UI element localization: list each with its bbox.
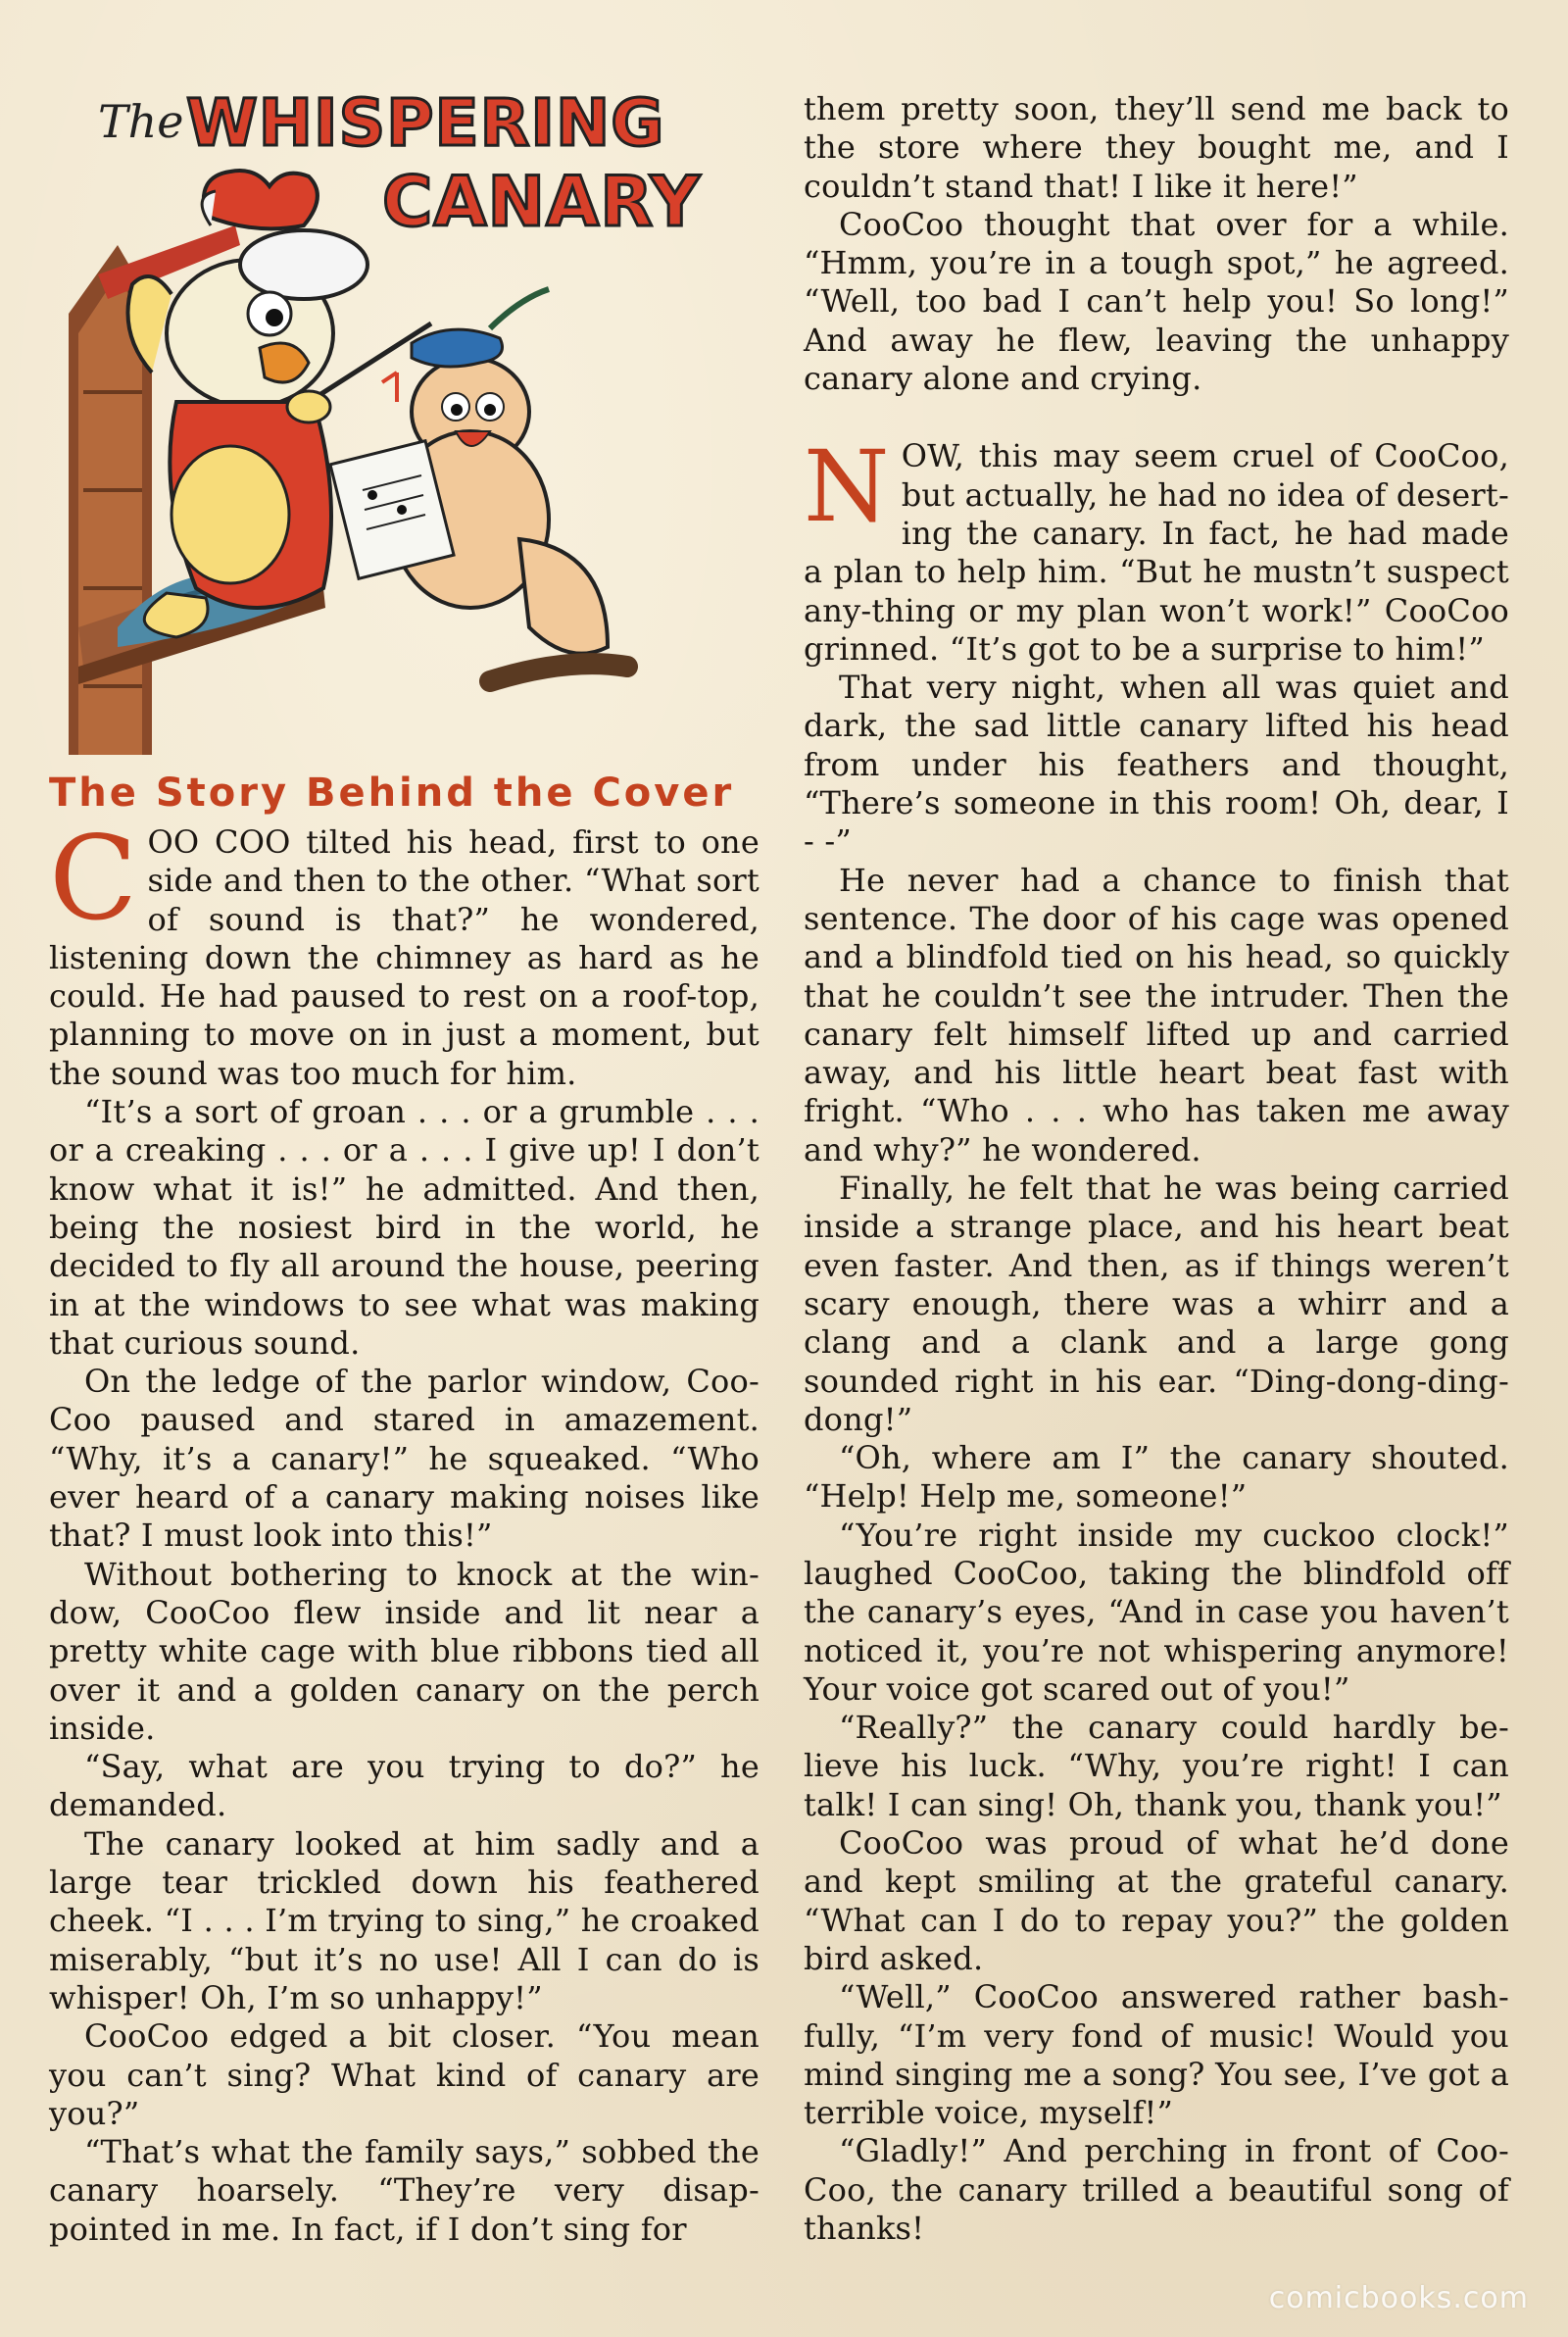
paragraph: CooCoo was proud of what he’d done and kept smiling at the grateful canary. “What can I do to repay you?” the golden bird asked.	[804, 1824, 1509, 1977]
paragraph: “It’s a sort of groan . . . or a grumble . . . or a creaking . . . or a . . . I give up! I don’t know what it is!” he admitted. And then, being the nosiest bird in the world, he decided to fly all around the house, peering in at the windows to see what was making that curious sound.	[49, 1093, 760, 1362]
cover-illustration	[59, 78, 774, 755]
dropcap-c: C	[49, 811, 138, 946]
watermark: comicbooks.com	[1268, 2281, 1529, 2315]
paragraph: “Well,” CooCoo answered rather bash-fully, “I’m very fond of music! Would you mind singing me a song? You see, I’ve got a terrible voice, myself!”	[804, 1978, 1509, 2132]
paragraph: CooCoo thought that over for a while. “Hmm, you’re in a tough spot,” he agreed. “Well, too bad I can’t help you! So long!” And away he flew, leaving the unhappy canary alone and crying.	[804, 205, 1509, 398]
paragraph: “Really?” the canary could hardly be-lieve his luck. “Why, you’re right! I can talk! I can sing! Oh, thank you, thank you!”	[804, 1709, 1509, 1823]
section-gap	[804, 398, 1509, 437]
paragraph: “Say, what are you trying to do?” he demanded.	[49, 1748, 760, 1824]
paragraph: CooCoo edged a bit closer. “You mean you can’t sing? What kind of canary are you?”	[49, 2017, 760, 2132]
title-logo	[98, 85, 701, 242]
title-the: The	[98, 95, 184, 148]
paragraph: them pretty soon, they’ll send me back to the store where they bought me, and I couldn’t stand that! I like it here!”	[804, 90, 1509, 205]
paragraph-text: OO COO tilted his head, first to one side and then to the other. “What sort of sound is that?” he wondered, listening down the chimney as hard as he could. He had paused to rest on a roof-top, planning to move on in just a moment, but the sound was too much for him.	[49, 823, 760, 1092]
paragraph	[804, 429, 1509, 669]
paragraph-text: OW, this may seem cruel of CooCoo, but actually, he had no idea of desert-ing the canary. In fact, he had made a plan to help him. “But he mustn’t suspect any-thing or my plan won’t work!” CooCoo grinned. “It’s got to be a surprise to him!”	[804, 437, 1509, 668]
paragraph: Without bothering to knock at the win-dow, CooCoo flew inside and lit near a pretty white cage with blue ribbons tied all over it and a golden canary on the perch inside.	[49, 1555, 760, 1747]
paragraph	[49, 811, 760, 1093]
paragraph: “You’re right inside my cuckoo clock!” laughed CooCoo, taking the blindfold off the canary’s eyes, “And in case you haven’t noticed it, you’re not whispering anymore! Your voice got scared out of you!”	[804, 1516, 1509, 1708]
paragraph: Finally, he felt that he was being carried inside a strange place, and his heart beat even faster. And then, as if things weren’t scary enough, there was a whirr and a clang and a clank and a large gong sounded right in his ear. “Ding-dong-ding-dong!”	[804, 1169, 1509, 1438]
title-line-2: CANARY	[382, 162, 702, 242]
paragraph: “Gladly!” And perching in front of Coo-Coo, the canary trilled a beautiful song of thanks!	[804, 2132, 1509, 2248]
paragraph: On the ledge of the parlor window, Coo-Coo paused and stared in amazement. “Why, it’s a canary!” he squeaked. “Who ever heard of a canary making noises like that? I must look into this!”	[49, 1363, 760, 1555]
dropcap-n: N	[804, 429, 890, 545]
story-heading: The Story Behind the Cover	[49, 771, 735, 816]
paragraph: He never had a chance to finish that sentence. The door of his cage was opened and a blindfold tied on his head, so quickly that he couldn’t see the intruder. Then the canary felt himself lifted up and carried away, and his little heart beat fast with fright. “Who . . . who has taken me away and why?” he wondered.	[804, 861, 1509, 1168]
paragraph: “That’s what the family says,” sobbed the canary hoarsely. “They’re very disap-pointed in me. In fact, if I don’t sing for	[49, 2133, 760, 2248]
canary-figure	[330, 289, 627, 681]
paragraph: “Oh, where am I” the canary shouted. “Help! Help me, someone!”	[804, 1439, 1509, 1516]
title-line-1: WHISPERING	[186, 85, 665, 161]
left-text-column	[49, 811, 760, 2249]
paragraph: That very night, when all was quiet and dark, the sad little canary lifted his head from under his feathers and thought, “There’s someone in this room! Oh, dear, I - -”	[804, 669, 1509, 861]
right-text-column	[804, 90, 1509, 2248]
paragraph: The canary looked at him sadly and a large tear trickled down his feathered cheek. “I . . . I’m trying to sing,” he croaked miserably, “but it’s no use! All I can do is whisper! Oh, I’m so unhappy!”	[49, 1824, 760, 2016]
